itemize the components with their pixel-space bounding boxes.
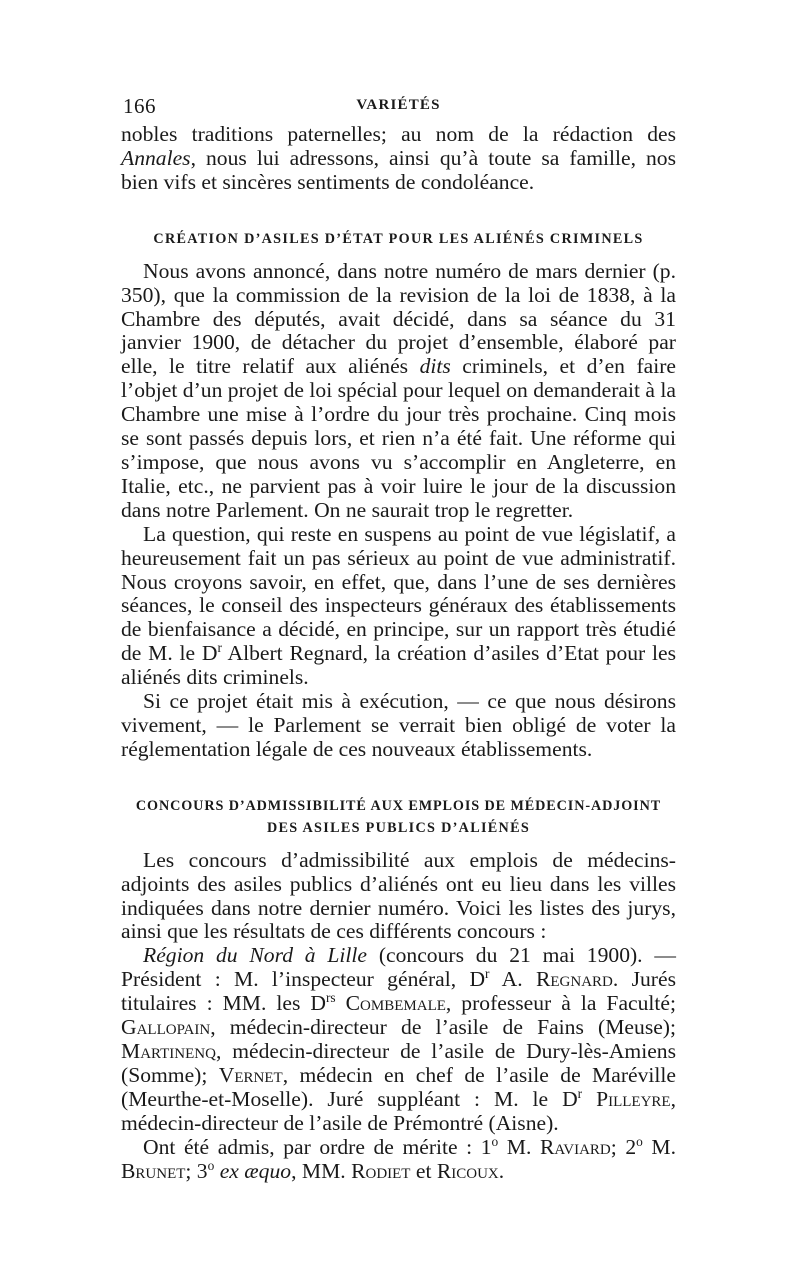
name-pilleyre: Pilleyre [596, 1086, 671, 1111]
s2-p2-text-a: (concours du 21 mai 1900). — Président : M. l’inspecteur général, D [121, 943, 676, 992]
s2-p3-text-g: , MM. [291, 1158, 352, 1183]
section1-paragraph-2 [121, 523, 676, 690]
s2-p2-text-c: . Jurés titulaires : MM. les D [121, 967, 676, 1016]
running-title: VARIÉTÉS [356, 97, 441, 113]
s1-p2-text-b: Albert Regnard, la création d’asiles d’Etat pour les aliénés dits criminels. [121, 641, 677, 690]
s2-p3-text-e: ; 3 [185, 1158, 208, 1183]
section1-paragraph-3: Si ce projet était mis à exécution, — ce que nous désirons vivement, — le Parlement se verrait bien obligé de voter la réglementation légale de ces nouveaux établissements. [121, 689, 676, 761]
section2-paragraph-3 [121, 1133, 676, 1184]
s1-p1-text-b: criminels, et d’en faire l’objet d’un projet de loi spécial pour lequel on demanderait à la Chambre une mise à l’ordre du jour très prochaine. Cinq mois se sont passés depuis lors, et rien n’a été fait. Une réforme qui s’impose, que nous avons vu s’accomplir en Angleterre, en Italie, etc., ne parvient pas à voir luire le jour de la discussion dans notre Parlement. On ne saurait trop le regretter. [121, 354, 676, 522]
name-raviard: Raviard [539, 1134, 611, 1159]
annales-italic: Annales [121, 145, 191, 170]
intro-text-2: , nous lui adressons, ainsi qu’à toute sa famille, nos bien vifs et sincères sentiments de condoléance. [121, 145, 676, 194]
s2-p2-text-j: , médecin-directeur de l’asile de Prémontré (Aisne). [121, 1086, 676, 1135]
running-header [121, 92, 676, 120]
s2-p3-text-a: Ont été admis, par ordre de mérite : 1 [143, 1134, 492, 1159]
section-heading-concours [121, 795, 676, 839]
s2-p3-text-h: et [410, 1158, 437, 1183]
s2-p2-text-h: , médecin en chef de l’asile de Maréville (Meurthe-et-Moselle). Juré suppléant : M. le D [121, 1062, 676, 1111]
page-number: 166 [123, 94, 156, 118]
s2-p3-text-d: M. [642, 1134, 676, 1159]
name-ricoux: Ricoux [436, 1158, 499, 1183]
s2-p3-text-c: ; 2 [610, 1134, 637, 1159]
section-heading-asiles-etat: CRÉATION D’ASILES D’ÉTAT POUR LES ALIÉNÉS CRIMINELS [153, 230, 644, 247]
name-rodiet: Rodiet [351, 1158, 411, 1183]
s1-p2-text-a: La question, qui reste en suspens au point de vue législatif, a heureusement fait un pas sérieux au point de vue administratif. Nous croyons savoir, en effet, que, dans l’une de ses dernières séances, le conseil des inspecteurs généraux des établissements de bienfaisance a décidé, en principe, sur un rapport très étudié de M. le D [121, 521, 676, 666]
s2-p2-text-i [582, 1087, 596, 1111]
section2-heading-line-1: CONCOURS D’ADMISSIBILITÉ AUX EMPLOIS DE MÉDECIN-ADJOINT [135, 797, 662, 814]
s2-p2-text-b: A. [489, 967, 536, 992]
s1-p2-sup: r [217, 640, 222, 656]
s2-p2-text-f: , médecin-directeur de l’asile de Fains (Meuse); [210, 1015, 676, 1040]
page [121, 92, 676, 1183]
section2-heading-line-2: DES ASILES PUBLICS D’ALIÉNÉS [266, 819, 531, 836]
s2-sup-rs: rs [325, 990, 336, 1005]
s2-p3-text-i: . [498, 1158, 505, 1183]
dits-italic: dits [419, 354, 451, 379]
ex-aequo-italic: ex æquo [219, 1158, 292, 1183]
name-martinenq: Martinenq [121, 1039, 216, 1063]
region-italic: Région du Nord à Lille [143, 943, 368, 968]
s1-p1-text-a: Nous avons annoncé, dans notre numéro de mars dernier (p. 350), que la commission de la revision de la loi de 1838, à la Chambre des députés, avait décidé, dans sa séance du 31 janvier 1900, de détacher du projet d’ensemble, élaboré par elle, le titre relatif aux aliénés [121, 258, 676, 379]
s2-p2-text-g: , médecin-directeur de l’asile de Dury-lès-Amiens (Somme); [121, 1039, 676, 1087]
s2-sup-o2: o [636, 1133, 643, 1149]
section1-paragraph-1 [121, 260, 676, 523]
intro-paragraph [121, 123, 676, 195]
name-brunet: Brunet [121, 1158, 186, 1183]
name-vernet: Vernet [218, 1062, 283, 1087]
name-gallopain: Gallopain [121, 1015, 211, 1040]
section2-paragraph-2 [121, 944, 676, 1135]
s2-p2-text-d [336, 991, 346, 1015]
s2-p2-text-e: , professeur à la Faculté; [445, 991, 676, 1016]
intro-text-1: nobles traditions paternelles; au nom de la rédaction des [121, 122, 676, 146]
s2-p3-text-b: M. [498, 1134, 540, 1159]
section2-paragraph-1: Les concours d’admissibilité aux emplois de médecins-adjoints des asiles publics d’aliénés ont eu lieu dans les villes indiquées dans notre dernier numéro. Voici les listes des jurys, ainsi que les résultats de ces différents concours : [121, 847, 676, 944]
s2-sup-r1: r [485, 966, 490, 982]
s2-sup-r2: r [577, 1085, 583, 1101]
name-combemale: Combemale [345, 991, 446, 1016]
name-regnard: Regnard [535, 967, 613, 992]
s2-sup-o1: o [491, 1133, 499, 1149]
s2-sup-o3: o [207, 1157, 215, 1173]
